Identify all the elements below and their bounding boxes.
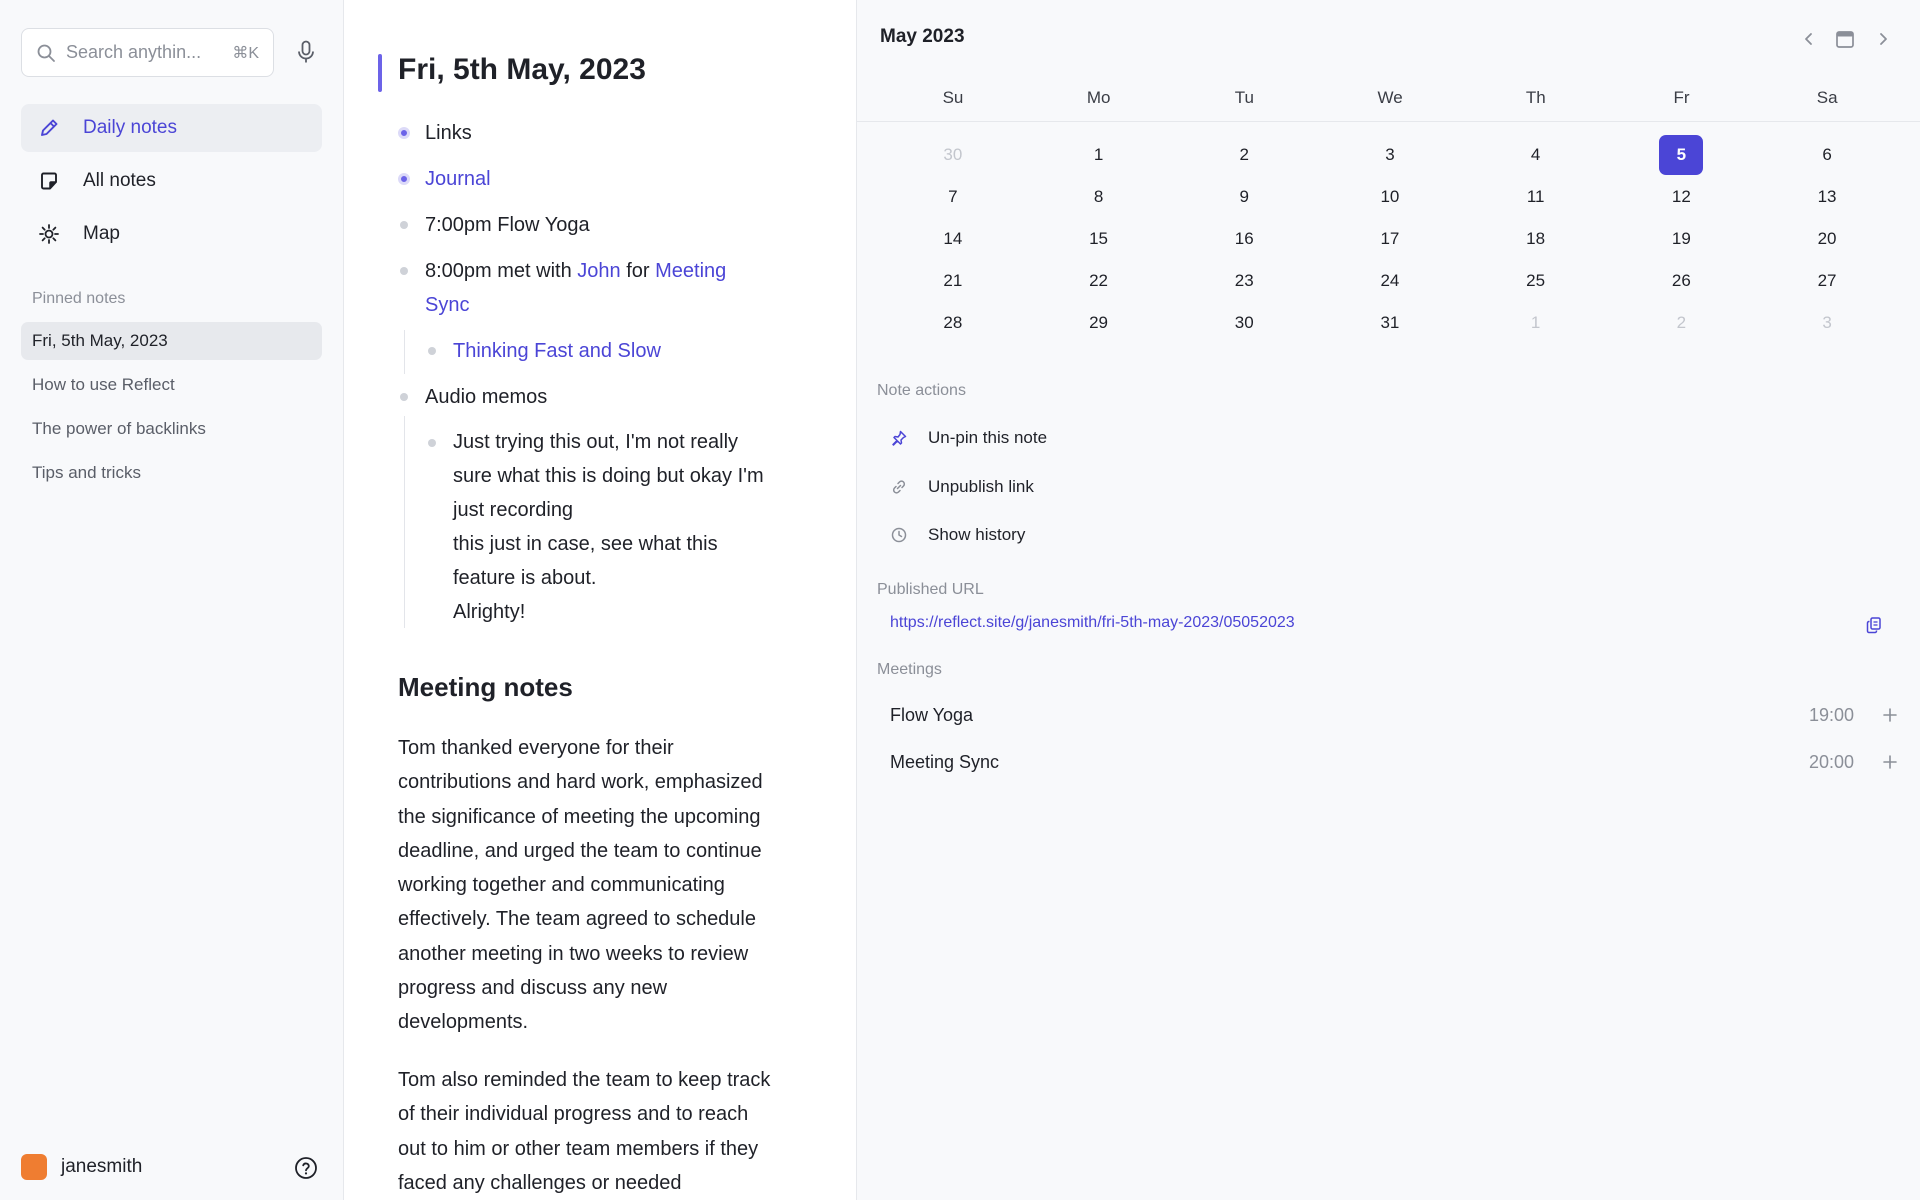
note-icon: [37, 169, 61, 193]
bullet-dot: [400, 221, 408, 229]
paragraph[interactable]: [398, 731, 808, 1040]
copy-icon[interactable]: [1865, 616, 1883, 634]
weekday-header: Su: [942, 88, 964, 107]
calendar-day[interactable]: 30: [1234, 313, 1254, 332]
calendar-day[interactable]: 27: [1817, 271, 1837, 290]
microphone-button[interactable]: [293, 38, 319, 66]
published-url-label: Published URL: [877, 581, 984, 598]
weekday-header: Mo: [1086, 88, 1111, 107]
nav-all-notes[interactable]: [21, 157, 322, 205]
weekday-header: Sa: [1816, 88, 1838, 107]
bullet-audio-memos[interactable]: Audio memos: [425, 386, 548, 408]
paragraph-line: out to him or other team members if they: [398, 1137, 759, 1160]
clock-icon: [890, 526, 908, 544]
nav-label: Map: [83, 223, 120, 244]
calendar-day[interactable]: 7: [948, 187, 958, 206]
paragraph-line: the significance of meeting the upcoming: [398, 805, 761, 828]
help-icon[interactable]: [294, 1156, 318, 1180]
calendar-day[interactable]: 2: [1239, 145, 1249, 164]
meeting-sync-link[interactable]: Sync: [425, 294, 470, 316]
calendar-day[interactable]: 23: [1234, 271, 1254, 290]
calendar-day[interactable]: 29: [1089, 313, 1108, 332]
plus-icon: [1883, 755, 1897, 769]
show-history-button[interactable]: [890, 525, 1025, 545]
calendar-day[interactable]: 28: [943, 313, 963, 332]
weekday-header: Fr: [1673, 88, 1690, 107]
paragraph-line: Tom thanked everyone for their: [398, 737, 674, 759]
bullet-yoga[interactable]: 7:00pm Flow Yoga: [425, 214, 590, 236]
calendar-day[interactable]: 10: [1380, 187, 1400, 206]
bullet-dot: [400, 267, 408, 275]
title-accent-bar: [378, 54, 382, 92]
calendar-icon: [1835, 29, 1855, 49]
paragraph-line: working together and communicating: [398, 874, 725, 897]
meeting-sync-link[interactable]: Meeting: [655, 260, 727, 282]
action-label: Un-pin this note: [928, 428, 1048, 447]
user-menu[interactable]: [21, 1154, 142, 1180]
bullet-text: for: [620, 260, 656, 282]
calendar-day[interactable]: 30: [943, 145, 963, 164]
bullet-journal-link[interactable]: Journal: [425, 168, 491, 190]
note-editor[interactable]: [345, 0, 856, 1200]
calendar-day[interactable]: 6: [1822, 145, 1832, 164]
search-input[interactable]: [66, 42, 216, 63]
unpin-note-button[interactable]: [890, 428, 1047, 448]
chevron-right-icon: [1877, 31, 1889, 47]
meeting-name: Meeting Sync: [890, 751, 1000, 772]
nav-label: Daily notes: [83, 117, 177, 138]
calendar-day[interactable]: 20: [1817, 229, 1837, 248]
paragraph-line: developments.: [398, 1011, 529, 1034]
bullet-dot: [400, 393, 408, 401]
memo-line: just recording: [453, 499, 574, 521]
action-label: Show history: [928, 525, 1026, 544]
paragraph-line: progress and discuss any new: [398, 977, 668, 1000]
calendar-day[interactable]: 22: [1089, 271, 1108, 290]
pin-icon: [890, 429, 908, 447]
link-icon: [890, 478, 908, 496]
pinned-note[interactable]: How to use Reflect: [32, 375, 175, 394]
calendar-day[interactable]: 13: [1817, 187, 1837, 206]
add-meeting-note-button[interactable]: [1880, 705, 1900, 725]
pencil-icon: [37, 116, 61, 140]
calendar-day[interactable]: 14: [943, 229, 963, 248]
calendar-day[interactable]: 18: [1526, 229, 1546, 248]
memo-line: this just in case, see what this: [453, 533, 718, 555]
calendar-divider: [857, 121, 1920, 122]
john-link[interactable]: John: [577, 260, 621, 282]
thinking-fast-link[interactable]: Thinking Fast and Slow: [453, 340, 661, 362]
indent-guide: [404, 416, 405, 628]
calendar-month-title: May 2023: [880, 26, 965, 47]
calendar-day[interactable]: 17: [1380, 229, 1400, 248]
bullet-dot: [398, 127, 410, 139]
calendar-day[interactable]: 26: [1671, 271, 1691, 290]
next-month-button[interactable]: [1871, 27, 1895, 51]
calendar-day[interactable]: 16: [1234, 229, 1254, 248]
calendar-day[interactable]: 12: [1671, 187, 1691, 206]
nav-map[interactable]: [21, 210, 322, 258]
today-button[interactable]: [1833, 27, 1857, 51]
search-icon: [36, 43, 56, 63]
calendar-day[interactable]: 11: [1526, 187, 1545, 206]
bullet-text: 8:00pm met with: [425, 260, 578, 282]
calendar-day[interactable]: 1: [1093, 145, 1104, 164]
chevron-left-icon: [1803, 31, 1815, 47]
bullet-dot: [428, 347, 436, 355]
calendar-day[interactable]: 4: [1530, 145, 1541, 164]
weekday-header: Tu: [1234, 88, 1254, 107]
meeting-row[interactable]: [890, 747, 1900, 777]
paragraph-line: faced any challenges or needed: [398, 1171, 682, 1194]
calendar-day[interactable]: 15: [1089, 229, 1108, 248]
calendar-day[interactable]: 2: [1676, 313, 1687, 332]
paragraph-line: another meeting in two weeks to review: [398, 942, 749, 965]
paragraph-line: effectively. The team agreed to schedule: [398, 908, 756, 931]
calendar-day[interactable]: 19: [1671, 229, 1691, 248]
paragraph[interactable]: [398, 1063, 808, 1200]
search-box[interactable]: [21, 28, 274, 77]
meeting-row[interactable]: [890, 700, 1900, 730]
microphone-icon: [297, 40, 315, 64]
bullet-dot: [428, 439, 436, 447]
memo-line: Alrighty!: [453, 601, 526, 623]
pinned-note[interactable]: The power of backlinks: [32, 419, 206, 438]
prev-month-button[interactable]: [1797, 27, 1821, 51]
meeting-notes-heading[interactable]: Meeting notes: [398, 672, 573, 702]
sidebar: [0, 0, 344, 1200]
search-shortcut: ⌘K: [232, 44, 259, 62]
avatar: [21, 1154, 47, 1180]
calendar-day[interactable]: 3: [1385, 145, 1395, 164]
meeting-time: 20:00: [1808, 751, 1854, 772]
plus-icon: [1883, 708, 1897, 722]
pinned-note[interactable]: Tips and tricks: [32, 463, 141, 482]
weekday-header: Th: [1525, 88, 1546, 107]
published-url-link[interactable]: https://reflect.site/g/janesmith/fri-5th-may-2023/05052023: [890, 614, 1295, 631]
calendar-day[interactable]: 24: [1380, 271, 1400, 290]
calendar-day[interactable]: 3: [1822, 313, 1832, 332]
map-icon: [37, 222, 61, 246]
calendar-day[interactable]: 21: [943, 271, 963, 290]
memo-line: Just trying this out, I'm not really: [453, 431, 739, 453]
memo-line: feature is about.: [453, 567, 597, 589]
audio-memo-text[interactable]: [453, 425, 813, 629]
calendar-day[interactable]: 25: [1526, 271, 1546, 290]
bullet-links[interactable]: Links: [425, 122, 472, 144]
paragraph-line: deadline, and urged the team to continue: [398, 839, 762, 862]
weekday-header: We: [1377, 88, 1403, 107]
paragraph-line: Tom also reminded the team to keep track: [398, 1069, 771, 1091]
unpublish-link-button[interactable]: [890, 477, 1034, 497]
nav-label: All notes: [83, 170, 156, 191]
right-panel: [856, 0, 1920, 1200]
note-title[interactable]: Fri, 5th May, 2023: [398, 53, 646, 86]
username: janesmith: [61, 1156, 143, 1177]
add-meeting-note-button[interactable]: [1880, 752, 1900, 772]
memo-line: sure what this is doing but okay I'm: [453, 465, 764, 487]
meeting-name: Flow Yoga: [890, 704, 974, 725]
calendar-day[interactable]: 9: [1239, 187, 1249, 206]
paragraph-line: of their individual progress and to reach: [398, 1103, 749, 1126]
indent-guide: [404, 330, 405, 374]
meetings-label: Meetings: [877, 661, 942, 678]
calendar-day[interactable]: 8: [1093, 187, 1104, 206]
note-actions-label: Note actions: [877, 382, 966, 399]
calendar-day[interactable]: 1: [1530, 313, 1541, 332]
pinned-notes-label: Pinned notes: [32, 290, 126, 307]
action-label: Unpublish link: [928, 477, 1034, 496]
bullet-meeting[interactable]: [425, 254, 726, 288]
pinned-note[interactable]: Fri, 5th May, 2023: [21, 322, 322, 360]
nav-daily-notes[interactable]: [21, 104, 322, 152]
calendar-day-selected[interactable]: 5: [1659, 135, 1703, 175]
meeting-time: 19:00: [1808, 704, 1854, 725]
paragraph-line: contributions and hard work, emphasized: [398, 771, 763, 794]
bullet-dot: [398, 173, 410, 185]
calendar-day[interactable]: 31: [1380, 313, 1400, 332]
